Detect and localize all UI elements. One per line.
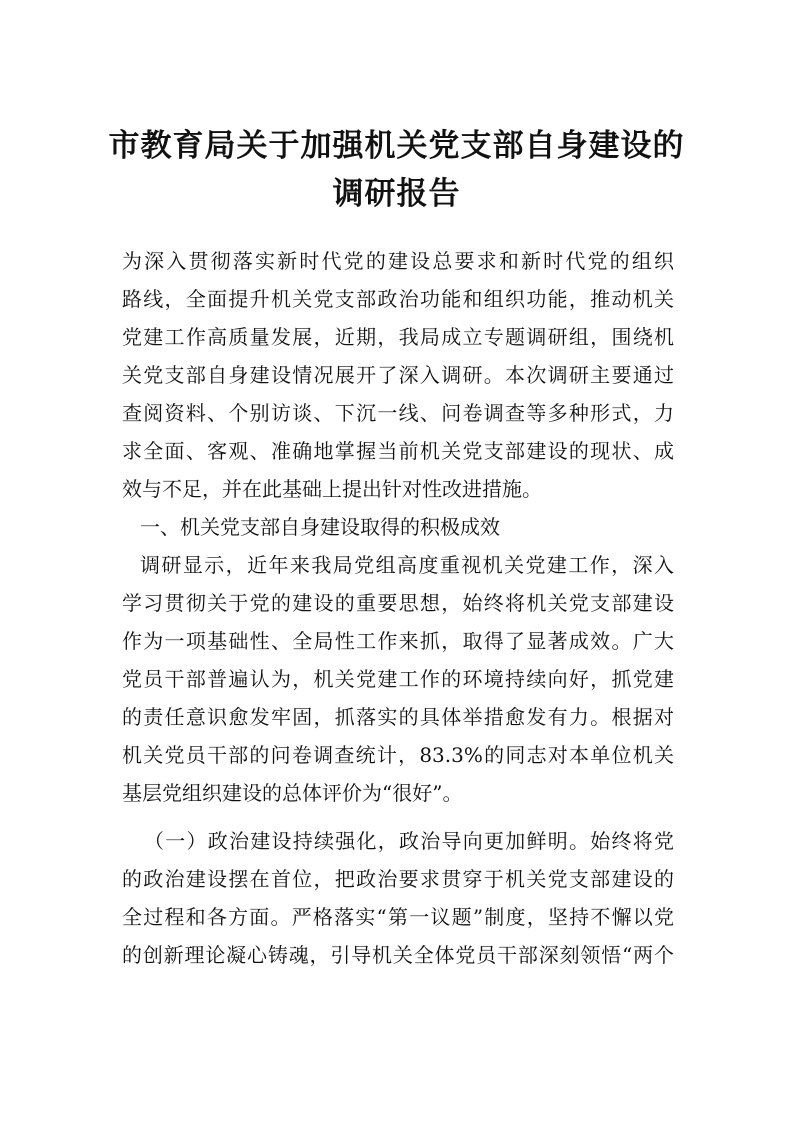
document-title-line-2: 调研报告 xyxy=(332,176,461,212)
paragraph-line: 党建工作高质量发展，近期，我局成立专题调研组，围绕机 xyxy=(122,325,674,349)
paragraph-line: 调研显示，近年来我局党组高度重视机关党建工作，深入 xyxy=(140,553,674,577)
paragraph-line: 求全面、客观、准确地掌握当前机关党支部建设的现状、成 xyxy=(122,439,674,463)
paragraph-line: 基层党组织建设的总体评价为“很好”。 xyxy=(122,781,463,805)
paragraph-line: 查阅资料、个别访谈、下沉一线、问卷调查等多种形式，力 xyxy=(122,401,674,425)
paragraph-line: 的责任意识愈发牢固，抓落实的具体举措愈发有力。根据对 xyxy=(122,705,674,729)
paragraph-line: 全过程和各方面。严格落实“第一议题”制度，坚持不懈以党 xyxy=(122,905,674,929)
paragraph-line: 学习贯彻关于党的建设的重要思想，始终将机关党支部建设 xyxy=(122,591,674,615)
paragraph-line: 作为一项基础性、全局性工作来抓，取得了显著成效。广大 xyxy=(122,629,674,653)
paragraph-line: 党员干部普遍认为，机关党建工作的环境持续向好，抓党建 xyxy=(122,667,674,691)
paragraph-line: 关党支部自身建设情况展开了深入调研。本次调研主要通过 xyxy=(122,363,674,387)
paragraph-line: 效与不足，并在此基础上提出针对性改进措施。 xyxy=(122,477,542,501)
section-heading: 一、机关党支部自身建设取得的积极成效 xyxy=(140,515,500,539)
paragraph-line: （一）政治建设持续强化，政治导向更加鲜明。始终将党 xyxy=(144,829,674,853)
paragraph-line: 机关党员干部的问卷调查统计，83.3%的同志对本单位机关 xyxy=(122,743,674,767)
paragraph-line: 的政治建设摆在首位，把政治要求贯穿于机关党支部建设的 xyxy=(122,867,674,891)
paragraph-line: 路线，全面提升机关党支部政治功能和组织功能，推动机关 xyxy=(122,287,674,311)
paragraph-line: 的创新理论凝心铸魂，引导机关全体党员干部深刻领悟“两个 xyxy=(122,943,674,967)
document-title-line-1: 市教育局关于加强机关党支部自身建设的 xyxy=(108,128,685,164)
paragraph-line: 为深入贯彻落实新时代党的建设总要求和新时代党的组织 xyxy=(122,249,674,273)
